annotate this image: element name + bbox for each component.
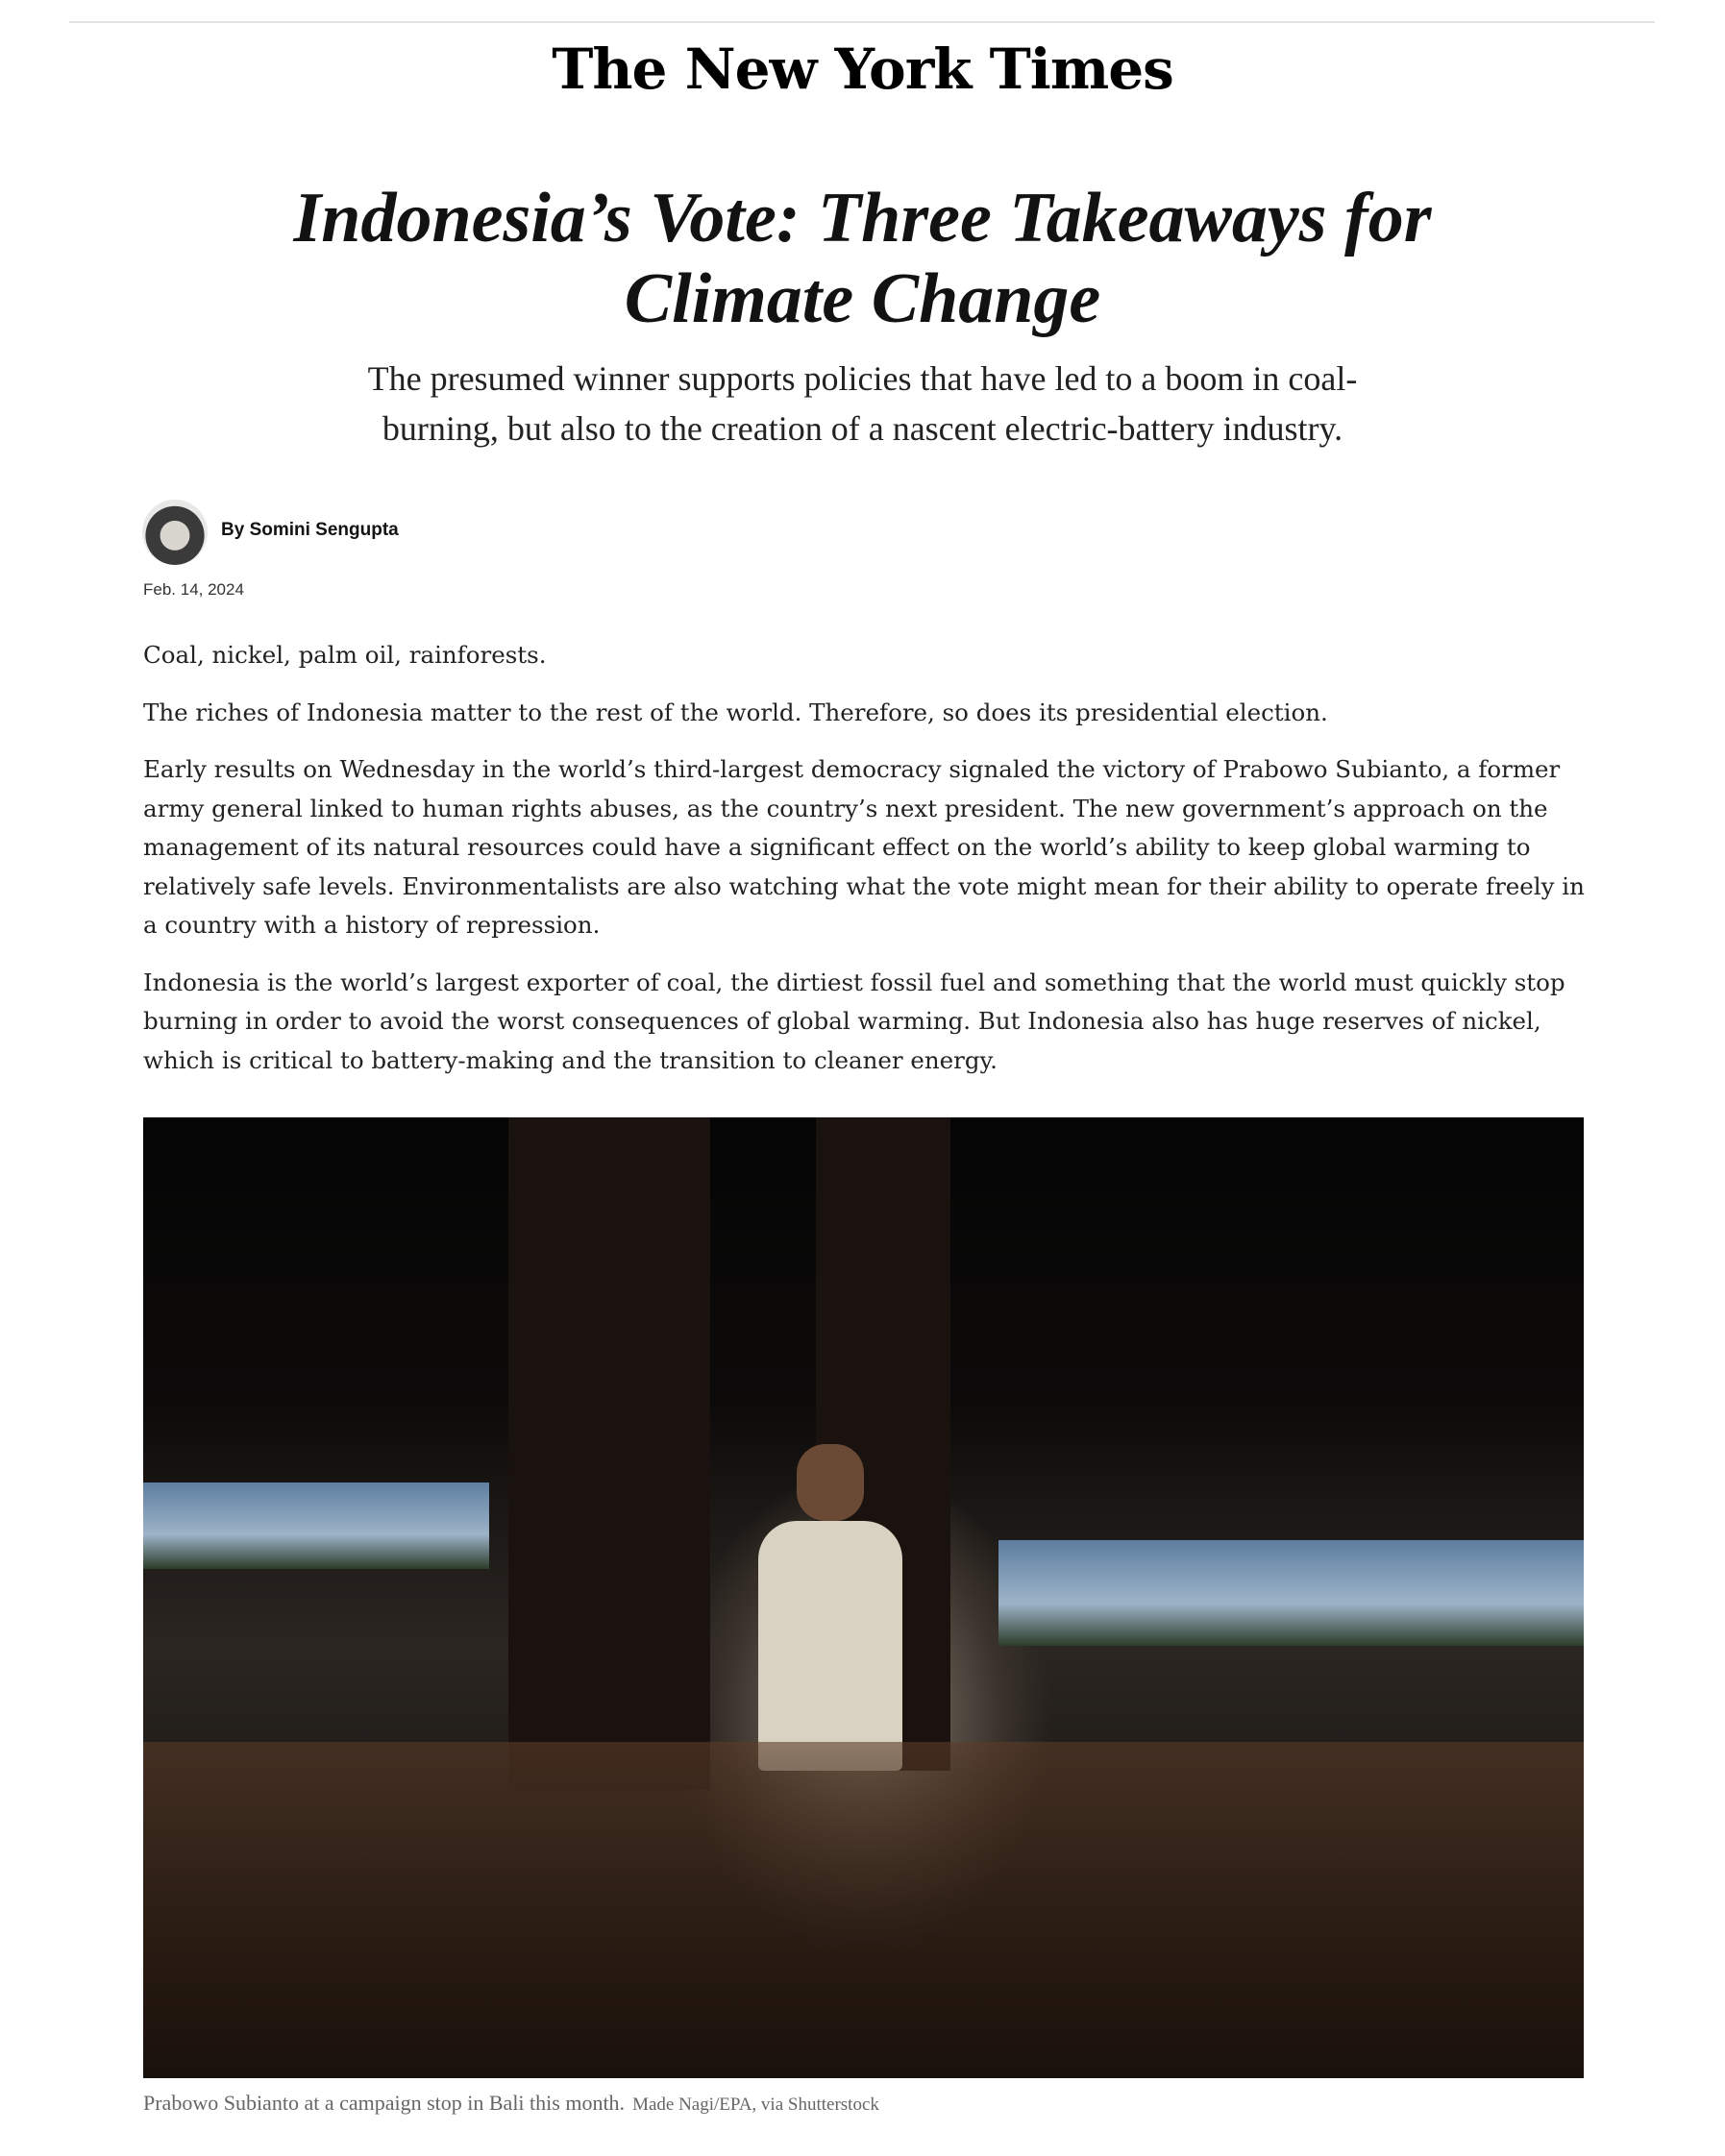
paragraph: Indonesia is the world’s largest exporter of coal, the dirtiest fossil fuel and something that the world must quickly stop burning in order to avoid the worst consequences of global warming. But Indonesia also has huge reserves of nickel, which is critical to battery-making and the transition to cleaner energy.: [143, 968, 1565, 1074]
paragraph: Early results on Wednesday in the world’s third-largest democracy signaled the victory of Prabowo Subianto, a former army general linked to human rights abuses, as the country’s next president. The new government’s approach on the management of its natural resources could have a significant effect on the world’s ability to keep global warming to relatively safe levels. Environmentalists are also watching what the vote might mean for their ability to operate freely in a country with a history of repression.: [143, 755, 1585, 939]
caption-text: Prabowo Subianto at a campaign stop in Bali this month.: [143, 2091, 626, 2115]
photo-figure-head: [797, 1444, 864, 1521]
paragraph: The riches of Indonesia matter to the rest of the world. Therefore, so does its presidential election.: [143, 698, 1328, 726]
top-divider: [69, 21, 1655, 23]
article-body: [143, 636, 1585, 1098]
article-photo: [143, 1117, 1584, 2078]
photo-credit: Made Nagi/EPA, via Shutterstock: [632, 2095, 879, 2115]
photo-caption: [143, 2091, 879, 2116]
photo-crowd: [143, 1742, 1584, 2078]
paragraph: Coal, nickel, palm oil, rainforests.: [143, 641, 547, 669]
headline: Indonesia’s Vote: Three Takeaways for Climate Change: [293, 179, 1432, 338]
nyt-logo[interactable]: The New York Times: [552, 37, 1173, 102]
author-avatar[interactable]: [142, 500, 208, 565]
photo-pillar: [508, 1117, 710, 1790]
byline[interactable]: By Somini Sengupta: [221, 520, 399, 540]
summary-deck: The presumed winner supports policies that have led to a boom in coal-burning, but also to the creation of a nascent electric-battery industry.: [367, 359, 1358, 448]
photo-window: [143, 1482, 489, 1569]
publish-date: Feb. 14, 2024: [143, 580, 244, 599]
photo-figure: [758, 1521, 902, 1771]
photo-window: [998, 1540, 1584, 1646]
